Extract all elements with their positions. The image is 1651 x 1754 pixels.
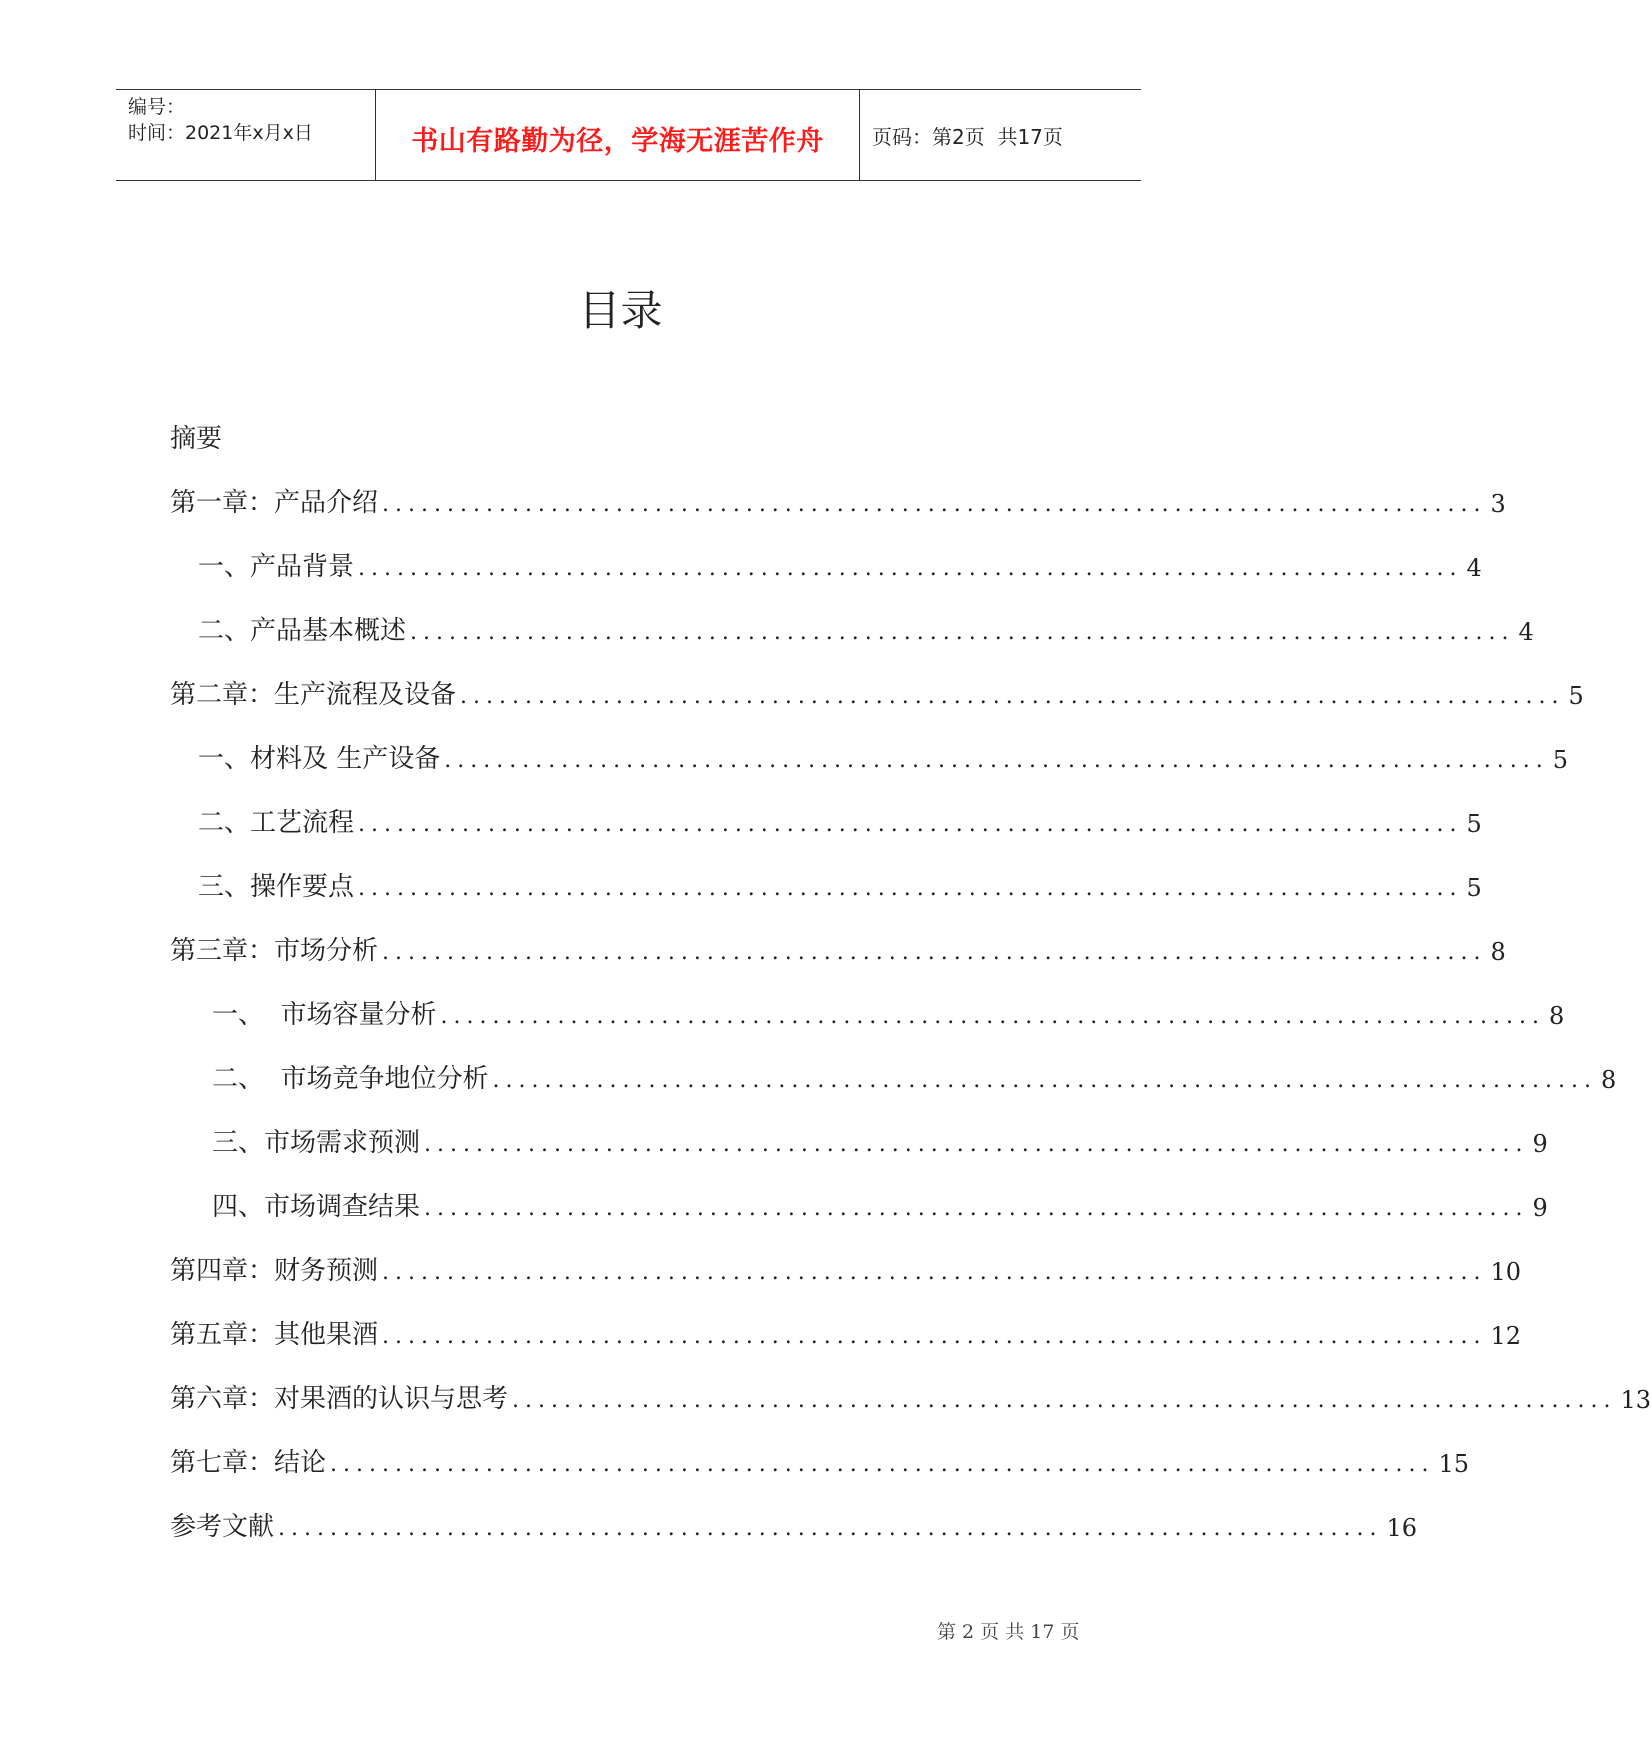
toc-leader-dots: .....................................................................................: [424, 1196, 1529, 1221]
toc-leader-dots: .....................................................................................: [382, 492, 1487, 517]
toc-leader-dots: .....................................................................................: [358, 556, 1463, 581]
toc-leader-dots: .....................................................................................: [492, 1068, 1597, 1093]
header-motto: 书山有路勤为径，学海无涯苦作舟: [411, 125, 824, 157]
page-footer: 第 2 页 共 17 页: [937, 1621, 1080, 1643]
toc-entry[interactable]: [170, 1500, 1417, 1542]
toc-entry-page: 10: [1490, 1258, 1521, 1286]
toc-entry-page: 4: [1466, 554, 1482, 582]
toc-entry[interactable]: [170, 668, 1584, 710]
toc-entry-page: 5: [1466, 874, 1482, 902]
toc-entry-page: 8: [1548, 1002, 1565, 1030]
toc-entry-page: 13: [1620, 1386, 1651, 1414]
toc-leader-dots: .....................................................................................: [424, 1132, 1529, 1157]
toc-entry-label: 一、材料及 生产设备: [198, 744, 441, 774]
toc-entry-label: 第一章：产品介绍: [170, 488, 379, 518]
toc-leader-dots: .....................................................................................: [382, 940, 1487, 965]
toc-entry-page: 5: [1466, 810, 1482, 838]
toc-entry-page: 5: [1568, 682, 1584, 710]
toc-entry-label: 第五章：其他果酒: [170, 1320, 379, 1350]
toc-entry[interactable]: [170, 476, 1506, 518]
toc-entry-label: 二、 市场竞争地位分析: [212, 1064, 489, 1094]
toc-entry[interactable]: [212, 1116, 1548, 1158]
toc-leader-dots: .....................................................................................: [358, 876, 1463, 901]
toc-entry[interactable]: [212, 1180, 1548, 1222]
toc-leader-dots: .....................................................................................: [278, 1516, 1383, 1541]
toc-entry-page: 8: [1490, 938, 1506, 966]
toc-entry-page: 9: [1532, 1130, 1548, 1158]
toc-entry[interactable]: [170, 1372, 1651, 1414]
toc-leader-dots: .....................................................................................: [330, 1452, 1435, 1477]
toc-entry[interactable]: [170, 1308, 1521, 1350]
toc-entry-page: 9: [1532, 1194, 1548, 1222]
toc-entry-page: 12: [1490, 1322, 1521, 1350]
toc-leader-dots: .....................................................................................: [410, 620, 1515, 645]
toc-entry-label: 参考文献: [170, 1512, 275, 1542]
toc-entry-label: 第七章：结论: [170, 1448, 327, 1478]
toc-entry-abstract[interactable]: [170, 412, 955, 452]
toc-entry-label: 一、产品背景: [198, 552, 355, 582]
toc-entry[interactable]: [170, 1244, 1521, 1286]
toc-entry[interactable]: [198, 540, 1482, 582]
toc-entry-label: 四、市场调查结果: [212, 1192, 421, 1222]
toc-entry[interactable]: [170, 1436, 1469, 1478]
toc-entry-page: 4: [1518, 618, 1534, 646]
document-date-label: 时间：2021年x月x日: [128, 122, 313, 144]
toc-entry[interactable]: [198, 604, 1534, 646]
toc-entry-page: 15: [1438, 1450, 1469, 1478]
toc-entry[interactable]: [198, 860, 1482, 902]
toc-entry-page: 16: [1386, 1514, 1417, 1542]
toc-entry-page: 3: [1490, 490, 1506, 518]
toc-leader-dots: .....................................................................................: [382, 1324, 1487, 1349]
toc-entry-label: 二、工艺流程: [198, 808, 355, 838]
toc-entry-label: 三、操作要点: [198, 872, 355, 902]
toc-entry-page: 5: [1552, 746, 1568, 774]
toc-entry[interactable]: [170, 924, 1506, 966]
page-title: 目录: [578, 286, 663, 335]
toc-entry[interactable]: [198, 796, 1482, 838]
toc-entry-page: 8: [1600, 1066, 1617, 1094]
toc-entry-label: 第四章：财务预测: [170, 1256, 379, 1286]
toc-entry[interactable]: [212, 988, 1565, 1030]
toc-entry-label: 一、 市场容量分析: [212, 1000, 437, 1030]
toc-leader-dots: .....................................................................................: [440, 1004, 1545, 1029]
toc-entry-label: 第三章：市场分析: [170, 936, 379, 966]
document-number-label: 编号：: [128, 96, 186, 118]
toc-leader-dots: .....................................................................................: [512, 1388, 1617, 1413]
header-page-label: 页码：第2页 共17页: [872, 124, 1063, 149]
toc-leader-dots: .....................................................................................: [358, 812, 1463, 837]
toc-leader-dots: .....................................................................................: [444, 748, 1549, 773]
toc-entry[interactable]: [198, 732, 1568, 774]
toc-entry-label: 摘要: [170, 424, 223, 454]
toc-entry-label: 第六章：对果酒的认识与思考: [170, 1384, 509, 1414]
toc-entry[interactable]: [212, 1052, 1617, 1094]
toc-entry-label: 三、市场需求预测: [212, 1128, 421, 1158]
toc-entry-label: 第二章：生产流程及设备: [170, 680, 457, 710]
toc-leader-dots: .....................................................................................: [382, 1260, 1487, 1285]
toc-leader-dots: .....................................................................................: [460, 684, 1565, 709]
toc-entry-label: 二、产品基本概述: [198, 616, 407, 646]
